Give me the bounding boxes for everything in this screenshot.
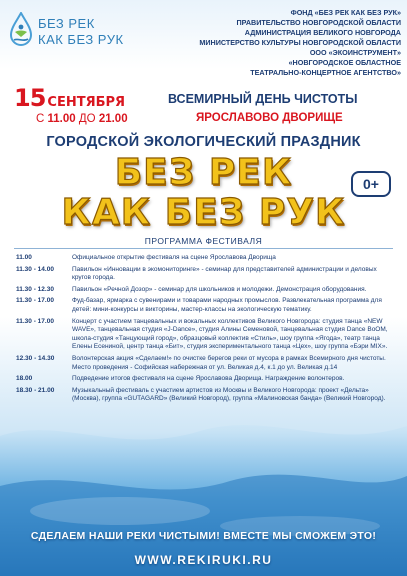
schedule-description: Музыкальный фестиваль с участием артистов из Москвы и Великого Новгорода: проект «Дельта» (Москва), группа «GUTAGARD» (Великий Новгород), группа «Малиновская банда» (Великий Новгород).	[72, 386, 386, 403]
time-to: 21.00	[98, 113, 128, 125]
program-schedule	[16, 254, 394, 407]
event-date	[14, 84, 125, 112]
program-title: ПРОГРАММА ФЕСТИВАЛЯ	[144, 236, 263, 246]
schedule-row	[16, 297, 394, 314]
event-subtitle: ГОРОДСКОЙ ЭКОЛОГИЧЕСКИЙ ПРАЗДНИК	[46, 134, 361, 150]
schedule-time: 11.30 - 17.00	[16, 297, 54, 305]
schedule-description: Официальное открытие фестиваля на сцене Ярославова Дворища	[72, 254, 276, 261]
schedule-time: 11.30 - 17.00	[16, 317, 54, 325]
schedule-time: 18.00	[16, 375, 33, 383]
logo-line-1: БЕЗ РЕК	[38, 16, 95, 31]
schedule-description: Волонтерская акция «Сделаем!» по очистке берегов реки от мусора в рамках Всемирного дня чистоты. Место проведения - Софийская набережная от ул. Великая д.4, к.1 до ул. Великая д.14	[72, 354, 386, 371]
schedule-row	[16, 355, 394, 372]
fund-logo	[8, 8, 148, 68]
main-title-line-2: КАК БЕЗ РУК	[61, 192, 346, 233]
schedule-description: Концерт с участием танцевальных и вокальных коллективов Великого Новгорода: студия танца «NEW WAVE», танцевальная студия «J-Dance», студия Алины Семеновой, танцевальная студия Dance BoOM, школа-студия «Танцующий город», образцовый коллектив «Стиль», шоу группа «Ягода», театр танца Елены Есениной, центр танца «Бит», студия экспериментального танца «Цех», шоу группа «Бэри MIX».	[72, 317, 388, 351]
organizer-item: ООО «ЭКОИНСТРУМЕНТ»	[309, 48, 401, 57]
main-title-line-1: БЕЗ РЕК	[114, 152, 293, 193]
schedule-time: 11.30 - 14.00	[16, 265, 54, 273]
organizer-item: ТЕАТРАЛЬНО-КОНЦЕРТНОЕ АГЕНТСТВО»	[250, 68, 401, 77]
event-month: СЕНТЯБРЯ	[47, 95, 126, 110]
water-drop-person-icon	[8, 12, 34, 48]
organizer-item: ФОНД «БЕЗ РЕК КАК БЕЗ РУК»	[290, 8, 401, 17]
logo-line-2: КАК БЕЗ РУК	[38, 32, 124, 47]
organizers-list	[161, 8, 401, 78]
schedule-description: Фуд-базар, ярмарка с сувенирами и товарами народных промыслов. Развлекательная программа для детей: мини-конкурсы и викторины, мастер-классы на экологическую тематику.	[72, 297, 382, 313]
organizer-item: «НОВГОРОДСКОЕ ОБЛАСТНОЕ	[288, 58, 401, 67]
schedule-time: 12.30 - 14.30	[16, 354, 55, 362]
schedule-row	[16, 254, 394, 263]
time-from: 11.00	[47, 113, 76, 125]
schedule-row	[16, 387, 394, 404]
footer-slogan: СДЕЛАЕМ НАШИ РЕКИ ЧИСТЫМИ! ВМЕСТЕ МЫ СМОЖЕМ ЭТО!	[30, 530, 377, 542]
age-rating-badge: 0+	[351, 171, 391, 197]
program-divider	[14, 248, 393, 249]
schedule-description: Павильон «Речной Дозор» - семинар для школьников и молодежи. Демонстрация оборудования.	[72, 285, 367, 293]
organizer-item: ПРАВИТЕЛЬСТВО НОВГОРОДСКОЙ ОБЛАСТИ	[236, 18, 401, 27]
schedule-row	[16, 318, 394, 352]
organizer-item: АДМИНИСТРАЦИЯ ВЕЛИКОГО НОВГОРОДА	[244, 28, 401, 37]
time-from-word: С	[36, 113, 45, 125]
time-to-word: ДО	[78, 113, 96, 125]
schedule-description: Павильон «Инновации в экомониторинге» - семинар для представителей администрации и деловых кругов города.	[72, 265, 377, 282]
schedule-time: 11.00	[16, 254, 32, 261]
schedule-row	[16, 375, 394, 384]
schedule-row	[16, 266, 394, 283]
event-place: ЯРОСЛАВОВО ДВОРИЩЕ	[196, 112, 343, 124]
organizer-item: МИНИСТЕРСТВО КУЛЬТУРЫ НОВГОРОДСКОЙ ОБЛАСТИ	[199, 38, 401, 47]
schedule-time: 18.30 - 21.00	[16, 386, 55, 394]
event-time	[36, 113, 128, 125]
schedule-time: 11.30 - 12.30	[16, 285, 54, 293]
website-link[interactable]: WWW.REKIRUKI.RU	[134, 553, 273, 567]
world-cleanup-day: ВСЕМИРНЫЙ ДЕНЬ ЧИСТОТЫ	[168, 92, 358, 106]
event-day: 15	[14, 84, 46, 112]
schedule-row	[16, 286, 394, 295]
schedule-description: Подведение итогов фестиваля на сцене Ярославова Дворища. Награждение волонтеров.	[72, 375, 345, 383]
